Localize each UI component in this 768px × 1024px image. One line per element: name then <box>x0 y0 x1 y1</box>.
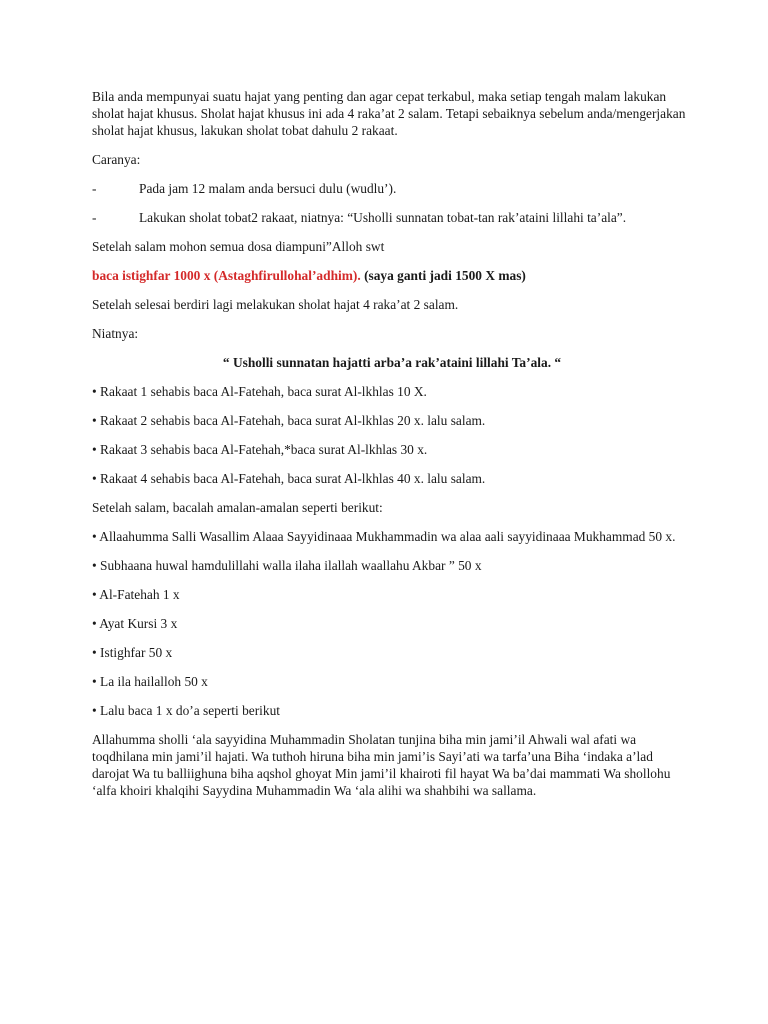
after-salam-paragraph: Setelah salam mohon semua dosa diampuni”Alloh swt <box>92 239 385 254</box>
amalan-item: • Allaahumma Salli Wasallim Alaaa Sayyidinaaa Mukhammadin wa alaa aali sayyidinaaa Mukhammad 50 x. <box>92 529 676 544</box>
rakaat-item: • Rakaat 3 sehabis baca Al-Fatehah,*baca surat Al-lkhlas 30 x. <box>92 442 428 457</box>
istighfar-note: (saya ganti jadi 1500 X mas) <box>364 268 526 283</box>
after-selesai-paragraph: Setelah selesai berdiri lagi melakukan sholat hajat 4 raka’at 2 salam. <box>92 297 459 312</box>
dash-marker: - <box>92 210 97 225</box>
step-text: Lakukan sholat tobat2 rakaat, niatnya: “Usholli sunnatan tobat-tan rak’ataini lillahi ta’ala”. <box>139 210 627 225</box>
amalan-item: • Ayat Kursi 3 x <box>92 616 178 631</box>
amalan-intro: Setelah salam, bacalah amalan-amalan seperti berikut: <box>92 500 383 515</box>
istighfar-paragraph <box>92 267 692 284</box>
istighfar-red-text: baca istighfar 1000 x (Astaghfirullohal’adhim). <box>92 268 361 283</box>
rakaat-item: • Rakaat 1 sehabis baca Al-Fatehah, baca surat Al-lkhlas 10 X. <box>92 384 427 399</box>
amalan-item: • Istighfar 50 x <box>92 645 173 660</box>
niat-text: “ Usholli sunnatan hajatti arba’a rak’ataini lillahi Ta’ala. “ <box>222 355 562 370</box>
document-page <box>92 88 692 811</box>
step-item <box>92 209 692 226</box>
rakaat-item: • Rakaat 4 sehabis baca Al-Fatehah, baca surat Al-lkhlas 40 x. lalu salam. <box>92 471 486 486</box>
rakaat-item: • Rakaat 2 sehabis baca Al-Fatehah, baca surat Al-lkhlas 20 x. lalu salam. <box>92 413 486 428</box>
caranya-label: Caranya: <box>92 152 141 167</box>
niatnya-label: Niatnya: <box>92 326 139 341</box>
amalan-item: • Subhaana huwal hamdulillahi walla ilaha ilallah waallahu Akbar ” 50 x <box>92 558 482 573</box>
dash-marker: - <box>92 181 97 196</box>
doa-paragraph: Allahumma sholli ‘ala sayyidina Muhammadin Sholatan tunjina biha min jami’il Ahwali wal afati wa toqdhilana min jami’il hajati. Wa tuthoh hiruna biha min jami’is Sayi’ati wa tarfa’una Biha ‘indaka a’lad darojat Wa tu balliighuna biha aqshol ghoyat Min jami’il khairoti fil hayat Wa ba’dai mammati Wa shollohu ‘alfa khoiri khalqihi Sayydina Muhammadin Wa ‘ala alihi wa shahbihi wa sallama. <box>92 732 671 798</box>
amalan-item: • La ila hailalloh 50 x <box>92 674 208 689</box>
intro-paragraph: Bila anda mempunyai suatu hajat yang penting dan agar cepat terkabul, maka setiap tengah malam lakukan sholat hajat khusus. Sholat hajat khusus ini ada 4 raka’at 2 salam. Tetapi sebaiknya sebelum anda/mengerjakan sholat hajat khusus, lakukan sholat tobat dahulu 2 rakaat. <box>92 89 686 138</box>
amalan-item: • Al-Fatehah 1 x <box>92 587 180 602</box>
step-text: Pada jam 12 malam anda bersuci dulu (wudlu’). <box>139 181 397 196</box>
amalan-item: • Lalu baca 1 x do’a seperti berikut <box>92 703 280 718</box>
step-item <box>92 180 692 197</box>
